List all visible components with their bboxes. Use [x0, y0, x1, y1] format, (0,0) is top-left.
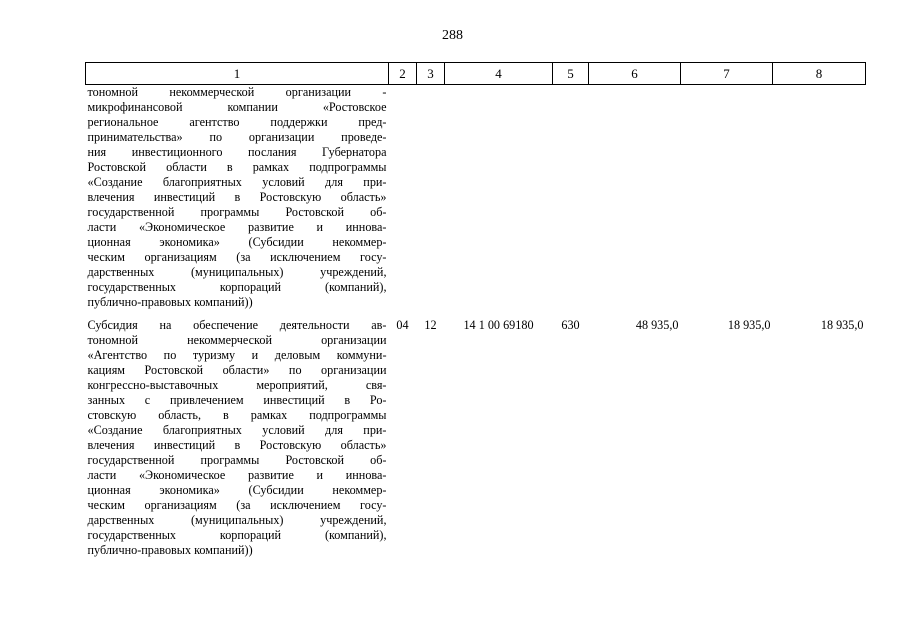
table-row — [86, 85, 866, 319]
column-header-2: 2 — [389, 63, 417, 85]
row-description — [86, 85, 389, 319]
description-line: ционная экономика» (Субсидии некоммер- — [87, 235, 387, 249]
cell-amount-7 — [681, 85, 773, 319]
cell-target-article — [445, 85, 553, 319]
column-header-8: 8 — [773, 63, 866, 85]
column-header-1: 1 — [86, 63, 389, 85]
cell-section: 04 — [396, 318, 409, 332]
description-line: ния инвестиционного послания Губернатора — [87, 145, 387, 159]
cell-section — [389, 85, 417, 319]
description-line: принимательства» по организации проведе- — [87, 130, 387, 144]
cell-amount-6: 48 935,0 — [635, 318, 679, 332]
description-line: микрофинансовой компании «Ростовское — [87, 100, 387, 114]
description-line: публично-правовых компаний)) — [87, 543, 253, 557]
cell-amount-8: 18 935,0 — [820, 318, 864, 332]
description-line: конгрессно-выставочных мероприятий, свя- — [87, 378, 387, 392]
page-number: 288 — [442, 28, 463, 43]
description-line: кациям Ростовской области» по организации — [87, 363, 387, 377]
cell-amount-6 — [589, 85, 681, 319]
description-line: занных с привлечением инвестиций в Ро- — [87, 393, 387, 407]
description-line: влечения инвестиций в Ростовскую область» — [87, 190, 387, 204]
column-header-4: 4 — [445, 63, 553, 85]
description-line: региональное агентство поддержки пред- — [87, 115, 387, 129]
description-line: ционная экономика» (Субсидии некоммер- — [87, 483, 387, 497]
table-row — [86, 318, 866, 558]
description-line: «Создание благоприятных условий для при- — [87, 175, 387, 189]
description-line: ласти «Экономическое развитие и иннова- — [87, 468, 387, 482]
description-line: государственных корпораций (компаний), — [87, 528, 387, 542]
description-line: ческим организациям (за исключением госу- — [87, 250, 387, 264]
description-line: государственной программы Ростовской об- — [87, 205, 387, 219]
column-header-3: 3 — [417, 63, 445, 85]
description-line: Ростовской области в рамках подпрограммы — [87, 160, 387, 174]
cell-subsection — [417, 85, 445, 319]
description-line: публично-правовых компаний)) — [87, 295, 253, 309]
header-row — [86, 63, 866, 85]
description-line: государственной программы Ростовской об- — [87, 453, 387, 467]
cell-expense-type — [553, 85, 589, 319]
column-header-6: 6 — [589, 63, 681, 85]
column-header-5: 5 — [553, 63, 589, 85]
description-line: тономной некоммерческой организации — [87, 333, 387, 347]
cell-expense-type: 630 — [561, 318, 580, 332]
column-header-7: 7 — [681, 63, 773, 85]
cell-target-article: 14 1 00 69180 — [463, 318, 534, 332]
description-line: «Агентство по туризму и деловым коммуни- — [87, 348, 387, 362]
description-line: влечения инвестиций в Ростовскую область» — [87, 438, 387, 452]
cell-subsection: 12 — [424, 318, 437, 332]
cell-amount-7: 18 935,0 — [727, 318, 771, 332]
description-line: дарственных (муниципальных) учреждений, — [87, 513, 387, 527]
description-line: дарственных (муниципальных) учреждений, — [87, 265, 387, 279]
description-line: стовскую область, в рамках подпрограммы — [87, 408, 387, 422]
description-line: «Создание благоприятных условий для при- — [87, 423, 387, 437]
budget-table — [85, 62, 866, 558]
description-line: ласти «Экономическое развитие и иннова- — [87, 220, 387, 234]
description-line: государственных корпораций (компаний), — [87, 280, 387, 294]
row-description — [86, 318, 389, 558]
description-line: ческим организациям (за исключением госу- — [87, 498, 387, 512]
description-line: Субсидия на обеспечение деятельности ав- — [87, 318, 387, 332]
cell-amount-8 — [773, 85, 866, 319]
description-line: тономной некоммерческой организации - — [87, 85, 387, 99]
